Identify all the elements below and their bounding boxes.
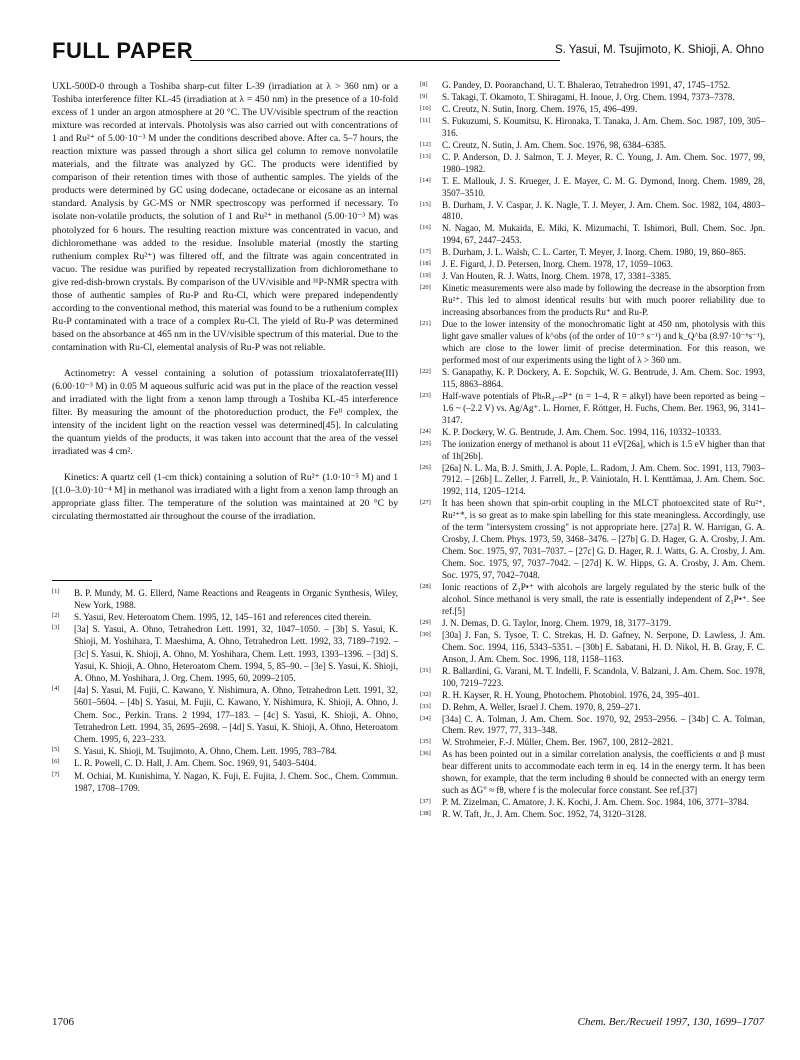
- reference-item: [420, 247, 765, 259]
- reference-number: [18]: [420, 260, 431, 268]
- reference-text: S. Ganapathy, K. P. Dockery, A. E. Sopchik, W. G. Bentrude, J. Am. Chem. Soc. 1993, 115, 8863–8864.: [442, 366, 765, 389]
- reference-text: It has been shown that spin-orbit coupling in the MLCT photoexcited state of Ru²⁺, Ru²⁺*, is so great as to make spin labelling for this state meaningless. Accordingly, use of the term "intersystem crossing" is not appropriate here. [27a] R. W. Harrigan, G. A. Crosby, J. Chem. Phys. 1973, 59, 3468–3476. – [27b] G. D. Hager, G. A. Crosby, J. Am. Chem. Soc. 1975, 97, 7031–7037. – [27c] G. D. Hager, R. J. Watts, G. A. Crosby, J. Am. Chem. Soc. 1975, 97, 7037–7042. – [27d] K. W. Hipps, G. A. Crosby, J. Am. Chem. Soc. 1975, 97, 7042–7048.: [442, 498, 765, 581]
- reference-item: [420, 666, 765, 690]
- reference-number: [1]: [52, 587, 60, 595]
- reference-text: C. Creutz, N. Sutin, J. Am. Chem. Soc. 1976, 98, 6384–6385.: [442, 139, 667, 150]
- reference-number: [28]: [420, 583, 431, 591]
- reference-text: The ionization energy of methanol is about 11 eV[26a], which is 1.5 eV higher than that of 1h[26b].: [442, 438, 765, 461]
- reference-number: [4]: [52, 685, 60, 693]
- reference-text: R. W. Taft, Jr., J. Am. Chem. Soc. 1952, 74, 3120–3128.: [442, 809, 647, 820]
- reference-number: [22]: [420, 367, 431, 375]
- reference-number: [11]: [420, 116, 431, 124]
- reference-text: B. Durham, J. V. Caspar, J. K. Nagle, T. J. Meyer, J. Am. Chem. Soc. 1982, 104, 4803–4810.: [442, 199, 765, 222]
- reference-number: [6]: [52, 758, 60, 766]
- reference-text: W. Strohmeier, F.-J. Müller, Chem. Ber. 1967, 100, 2812–2821.: [442, 737, 674, 748]
- reference-item: [420, 582, 765, 618]
- reference-item: [420, 690, 765, 702]
- page-header: [52, 38, 764, 68]
- left-column: [52, 80, 398, 794]
- reference-text: As has been pointed out in a similar correlation analysis, the coefficients α and β must bear different units to accommodate each term in eq. 14 in the energy term. It has been shown, for example, that the term including θ should be connected with an energy term such as ΔG° ≈ fθ, where f is the molecular force constant. See ref.[37]: [442, 749, 765, 796]
- reference-item: [52, 757, 398, 769]
- reference-text: J. E. Figard, J. D. Petersen, Inorg. Chem. 1978, 17, 1059–1063.: [442, 259, 673, 270]
- reference-text: R. H. Kayser, R. H. Young, Photochem. Photobiol. 1976, 24, 395–401.: [442, 689, 700, 700]
- reference-number: [10]: [420, 104, 431, 112]
- reference-list-right: [420, 80, 765, 821]
- reference-item: [420, 283, 765, 319]
- reference-item: [420, 80, 765, 92]
- reference-text: Kinetic measurements were also made by following the decrease in the absorption from Ru²⁺. This led to almost identical results but with much poorer reliability due to increasing absorbances from the products Ru⁺ and Ru-P.: [442, 283, 765, 318]
- reference-item: [420, 463, 765, 499]
- reference-text: J. N. Demas, D. G. Taylor, Inorg. Chem. 1979, 18, 3177–3179.: [442, 617, 671, 628]
- reference-number: [16]: [420, 224, 431, 232]
- reference-text: S. Fukuzumi, S. Koumitsu, K. Hironaka, T. Tanaka, J. Am. Chem. Soc. 1987, 109, 305–316.: [442, 115, 765, 138]
- reference-number: [31]: [420, 666, 431, 674]
- reference-text: [30a] J. Fan, S. Tysoe, T. C. Strekas, H. D. Gafney, N. Serpone, D. Lawless, J. Am. Chem. Soc. 1994, 116, 5343–5351. – [30b] E. Sabatani, H. D. Nikol, H. B. Gray, F. C. Anson, J. Am. Chem. Soc. 1996, 118, 1158–1163.: [442, 629, 765, 664]
- section-title: FULL PAPER: [52, 38, 194, 63]
- reference-text: S. Takagi, T. Okamoto, T. Shiragami, H. Inoue, J. Org. Chem. 1994, 7373–7378.: [442, 91, 735, 102]
- reference-text: Ionic reactions of Z₃P•⁺ with alcohols are largely regulated by the steric bulk of the alcohol. Since methanol is very small, the rate is essentially independent of Z₃P•⁺. See ref.[5]: [442, 582, 765, 616]
- running-authors: S. Yasui, M. Tsujimoto, K. Shioji, A. Ohno: [554, 44, 764, 56]
- page-footer: [52, 1016, 764, 1032]
- reference-number: [26]: [420, 463, 431, 471]
- reference-number: [15]: [420, 200, 431, 208]
- reference-text: P. M. Zizelman, C. Amatore, J. K. Kochi, J. Am. Chem. Soc. 1984, 106, 3771–3784.: [442, 797, 749, 808]
- reference-text: T. E. Mallouk, J. S. Krueger, J. E. Mayer, C. M. G. Dymond, Inorg. Chem. 1989, 28, 3507–3510.: [442, 175, 765, 198]
- experimental-paragraph: UXL-500D-0 through a Toshiba sharp-cut filter L-39 (irradiation at λ > 360 nm) or a Toshiba interference filter KL-45 (irradiation at λ = 450 nm) in the presence of a 10-fold excess of 1 under an argon atmosphere at 20 °C. The UV/visible spectrum of the reaction mixture was recorded at intervals. Photolysis was also carried out with concentrations of 1 and Ru²⁺ of 5.00·10⁻³ M under the conditions described above. After ca. 5–7 hours, the reaction mixture was passed through a short silica gel column to remove nonvolatile materials, and the filtrate was analyzed by GC. The products were identified by comparison of their retention times with those of authentic samples. The yields of the products were determined by GC using dodecane, octadecane or eicosane as an internal standard. Analysis by GC-MS or NMR spectroscopy was performed if necessary. To isolate non-volatile products, the solution of 1 and Ru²⁺ in methanol (5.00·10⁻³ M) was photolyzed for 6 hours. The resulting reaction mixture was concentrated in vacuo, and dichloromethane was added to the residue. Insoluble material (mostly the starting ruthenium complex Ru²⁺) was filtered off, and the filtrate was again concentrated in vacuo. The residue was purified by repeated recrystallization from dichloromethane to give red-dish-brown crystals. By comparison of the UV/visible and ³¹P-NMR spectra with those of authentic samples of Ru-P and Ru-Cl, which were prepared independently according to the conventional method, this material was found to be a ruthenium complex Ru-P contaminated with a trace of a complex Ru-Cl. The yield of Ru-P was determined based on the absorbance at 465 nm in the UV/visible spectrum of this material. Due to the contamination with Ru-Cl, elemental analysis of Ru-P was not reliable.: [52, 81, 398, 353]
- reference-number: [5]: [52, 746, 60, 754]
- reference-number: [30]: [420, 630, 431, 638]
- page-number: 1706: [52, 1016, 74, 1028]
- reference-number: [35]: [420, 738, 431, 746]
- reference-number: [29]: [420, 618, 431, 626]
- reference-number: [24]: [420, 427, 431, 435]
- reference-item: [420, 498, 765, 582]
- reference-item: [52, 611, 398, 623]
- reference-item: [420, 116, 765, 140]
- reference-text: C. Creutz, N. Sutin, Inorg. Chem. 1976, 15, 496–499.: [442, 103, 638, 114]
- reference-item: [420, 737, 765, 749]
- reference-item: [420, 427, 765, 439]
- reference-item: [420, 319, 765, 367]
- reference-number: [27]: [420, 499, 431, 507]
- reference-text: [34a] C. A. Tolman, J. Am. Chem. Soc. 1970, 92, 2953–2956. – [34b] C. A. Tolman, Chem. Rev. 1977, 77, 313–348.: [442, 713, 765, 736]
- journal-citation: Chem. Ber./Recueil 1997, 130, 1699–1707: [577, 1016, 764, 1028]
- reference-text: [3a] S. Yasui, A. Ohno, Tetrahedron Lett. 1991, 32, 1047–1050. – [3b] S. Yasui, K. Shioji, M. Yoshihara, T. Maeshima, A. Ohno, Tetrahedron Lett. 1992, 33, 7189–7192. – [3c] S. Yasui, K. Shioji, A. Ohno, M. Yoshihara, Chem. Lett. 1993, 1393–1396. – [3d] S. Yasui, K. Shioji, A. Ohno, Heteroatom Chem. 1994, 5, 85–90. – [3e] S. Yasui, K. Shioji, A. Ohno, M. Yoshihara, J. Org. Chem. 1995, 60, 2099–2105.: [74, 624, 398, 683]
- reference-number: [2]: [52, 611, 60, 619]
- reference-item: [420, 630, 765, 666]
- reference-number: [13]: [420, 152, 431, 160]
- reference-number: [34]: [420, 714, 431, 722]
- reference-text: G. Pandey, D. Pooranchand, U. T. Bhalerao, Tetrahedron 1991, 47, 1745–1752.: [442, 80, 731, 90]
- reference-number: [21]: [420, 320, 431, 328]
- reference-text: [4a] S. Yasui, M. Fujii, C. Kawano, Y. Nishimura, A. Ohno, Tetrahedron Lett. 1991, 32, 5601–5604. – [4b] S. Yasui, M. Fujii, C. Kawano, Y. Nishimura, K. Shioji, A. Ohno, J. Chem. Soc., Perkin. Trans. 2 1994, 177–183. – [4c] S. Yasui, K. Shioji, A. Ohno, Tetrahedron Lett. 1994, 35, 2695–2698. – [4d] S. Yasui, K. Shioji, A. Ohno, Heteroatom Chem. 1995, 6, 223–233.: [74, 685, 398, 744]
- reference-number: [19]: [420, 272, 431, 280]
- right-column: [420, 80, 765, 821]
- reference-item: [420, 797, 765, 809]
- reference-text: Due to the lower intensity of the monochromatic light at 450 nm, photolysis with this light gave smaller values of k^obs (of the order of 10⁻⁵ s⁻¹) and k_Q^ba (8.97·10⁻⁶s⁻¹), which are close to the lower limit of precise determination. For this reason, we performed most of our experiments using the light of λ > 360 nm.: [442, 319, 765, 365]
- reference-text: Half-wave potentials of PhₙR₄₋ₙP⁺ (n = 1–4, R = alkyl) have been reported as being –1.6 ~ (–2.2 V) vs. Ag/Ag⁺. L. Horner, F. Röttger, H. Fuchs, Chem. Ber. 1963, 96, 3141–3147.: [442, 390, 765, 425]
- reference-item: [420, 439, 765, 463]
- reference-item: [420, 104, 765, 116]
- reference-item: [420, 391, 765, 427]
- reference-item: [52, 623, 398, 684]
- reference-number: [36]: [420, 750, 431, 758]
- reference-item: [420, 809, 765, 821]
- reference-item: [420, 152, 765, 176]
- reference-number: [12]: [420, 140, 431, 148]
- reference-number: [37]: [420, 798, 431, 806]
- reference-text: N. Nagao, M. Mukaida, E. Miki, K. Mizumachi, T. Ishimori, Bull. Chem. Soc. Jpn. 1994, 67, 2447–2453.: [442, 223, 765, 246]
- reference-item: [420, 618, 765, 630]
- reference-item: [52, 684, 398, 745]
- reference-list-left: [52, 587, 398, 794]
- reference-text: B. Durham, J. L. Walsh, C. L. Carter, T. Meyer, J. Inorg. Chem. 1980, 19, 860–865.: [442, 247, 746, 258]
- reference-item: [420, 259, 765, 271]
- reference-number: [38]: [420, 810, 431, 818]
- reference-item: [420, 367, 765, 391]
- kinetics-paragraph: Kinetics: A quartz cell (1-cm thick) containing a solution of Ru²⁺ (1.0·10⁻⁵ M) and 1 [(1.0–3.0)·10⁻⁴ M] in methanol was irradiated with a light from a xenon lamp through an appropriate glass filter. The temperature of the solution was maintained at 20 °C by circulating thermostatted air throughout the course of the irradiation.: [52, 472, 398, 523]
- actinometry-paragraph: Actinometry: A vessel containing a solution of potassium trioxalatoferrate(III) (6.00·10⁻³ M) in 0.05 M aqueous sulfuric acid was put in the place of the reaction vessel and irradiated with the light from a xenon lamp through a Toshiba KL-45 interference filter. By measuring the amount of the photoreduction product, the Feᴵᴵ complex, the intensity of the incident light on the reaction vessel was determined[45]. In calculating the quantum yields of the products, it was taken into account that the area of the vessel irradiated was 4 cm².: [52, 367, 398, 458]
- header-rule: [190, 60, 560, 61]
- reference-item: [420, 714, 765, 738]
- reference-number: [20]: [420, 284, 431, 292]
- reference-number: [9]: [420, 92, 428, 100]
- reference-text: J. Van Houten, R. J. Watts, Inorg. Chem. 1978, 17, 3381–3385.: [442, 271, 672, 282]
- reference-number: [23]: [420, 391, 431, 399]
- reference-item: [52, 745, 398, 757]
- reference-text: S. Yasui, Rev. Heteroatom Chem. 1995, 12, 145–161 and references cited therein.: [74, 611, 372, 622]
- reference-item: [420, 200, 765, 224]
- reference-text: L. R. Powell, C. D. Hall, J. Am. Chem. Soc. 1969, 91, 5403–5404.: [74, 758, 317, 769]
- footnote-rule: [52, 580, 152, 581]
- reference-item: [420, 92, 765, 104]
- reference-text: S. Yasui, K. Shioji, M. Tsujimoto, A. Ohno, Chem. Lett. 1995, 783–784.: [74, 746, 337, 757]
- reference-number: [17]: [420, 248, 431, 256]
- reference-item: [420, 749, 765, 797]
- reference-number: [14]: [420, 176, 431, 184]
- reference-number: [32]: [420, 690, 431, 698]
- reference-text: C. P. Anderson, D. J. Salmon, T. J. Meyer, R. C. Young, J. Am. Chem. Soc. 1977, 99, 1980–1982.: [442, 151, 765, 174]
- reference-number: [25]: [420, 439, 431, 447]
- reference-item: [52, 587, 398, 611]
- reference-item: [420, 223, 765, 247]
- reference-text: [26a] N. L. Ma, B. J. Smith, J. A. Pople, L. Radom, J. Am. Chem. Soc. 1991, 113, 7903–7912. – [26b] L. Zeller, J. Farrell, Jr., P. Vainiotalo, H. I. Kenttämaa, J. Am. Chem. Soc. 1992, 114, 1205–1214.: [442, 462, 765, 497]
- reference-item: [420, 176, 765, 200]
- reference-text: R. Ballardini, G. Varani, M. T. Indelli, F. Scandola, V. Balzani, J. Am. Chem. Soc. 1978, 100, 7219–7223.: [442, 665, 765, 688]
- reference-text: M. Ochiai, M. Kunishima, Y. Nagao, K. Fuji, E. Fujita, J. Chem. Soc., Chem. Commun. 1987, 1708–1709.: [74, 770, 398, 793]
- reference-item: [52, 770, 398, 794]
- reference-text: B. P. Mundy, M. G. Ellerd, Name Reactions and Reagents in Organic Synthesis, Wiley, New York, 1988.: [74, 587, 398, 610]
- reference-item: [420, 140, 765, 152]
- reference-number: [3]: [52, 624, 60, 632]
- reference-number: [8]: [420, 81, 428, 88]
- reference-item: [420, 271, 765, 283]
- reference-number: [33]: [420, 702, 431, 710]
- reference-text: D. Rehm, A. Weller, Israel J. Chem. 1970, 8, 259–271.: [442, 701, 641, 712]
- reference-item: [420, 702, 765, 714]
- reference-number: [7]: [52, 770, 60, 778]
- reference-text: K. P. Dockery, W. G. Bentrude, J. Am. Chem. Soc. 1994, 116, 10332–10333.: [442, 426, 722, 437]
